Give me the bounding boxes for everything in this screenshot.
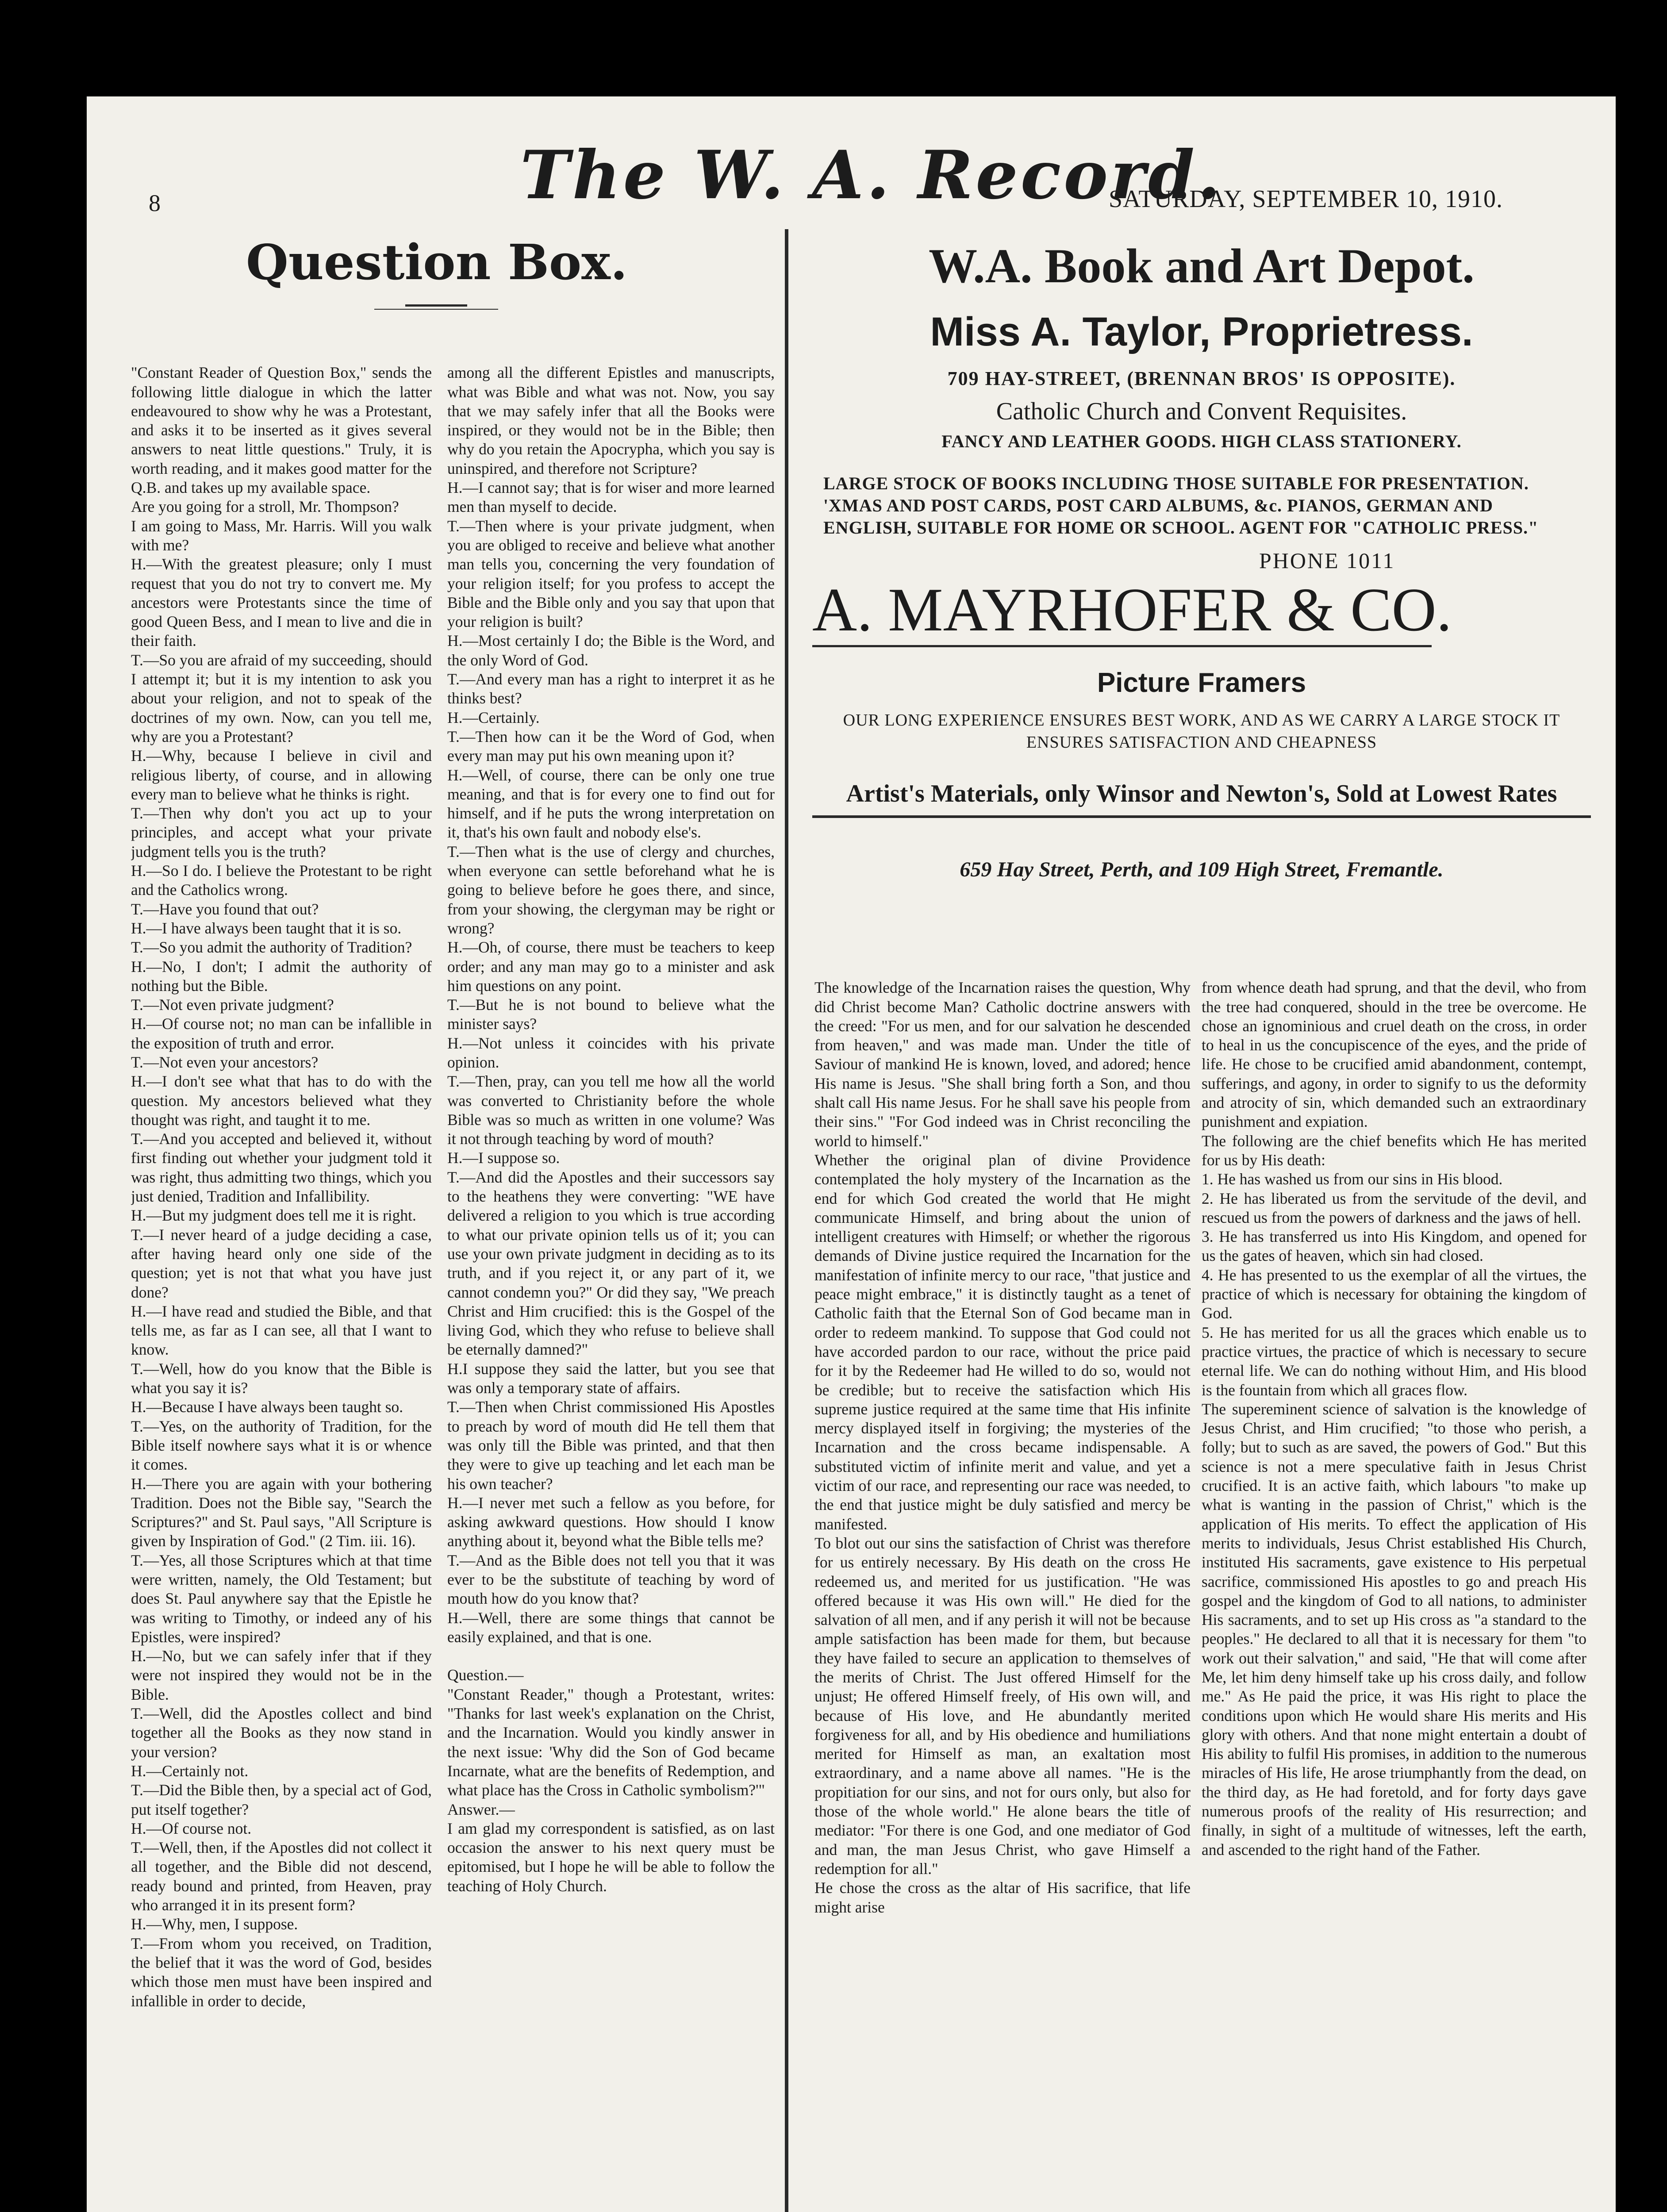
firm-underline — [812, 645, 1432, 647]
masthead: The W. A. Record. — [520, 136, 1223, 214]
depot-address: 709 HAY-STREET, (BRENNAN BROS' IS OPPOSITE). — [947, 368, 1456, 389]
column-text: among all the different Epistles and manuscripts, what was Bible and what was not. Now, you say that we may safely infer that all the Books were inspired, or they would not be in the Bible; then why do you retain the Apocrypha, which you say is uninspired, and therefore not Scripture? H.—I cannot say; that is for wiser and more learned men than myself to decide. T.—Then where is your private judgment, when you are obliged to receive and believe what another man tells you, concerning the very foundation of your religion itself; for you profess to accept the Bible and the Bible only and you say that upon that your religion is built? H.—Most certainly I do; the Bible is the Word, and the only Word of God. T.—And every man has a right to interpret it as he thinks best? H.—Certainly. T.—Then how can it be the Word of God, when every man may put his own meaning upon it? H.—Well, of course, there can be only one true meaning, and that is for every one to find out for himself, and if he puts the wrong interpretation on it, that's his own fault and nobody else's. T.—Then what is the use of clergy and churches, when everyone can settle beforehand what he is going to believe before he goes there, and since, from your showing, the clergyman may be right or wrong? H.—Oh, of course, there must be teachers to keep order; and any man may go to a minister and ask him questions on any point. T.—But he is not bound to believe what the minister says? H.—Not unless it coincides with his private opinion. T.—Then, pray, can you tell me how all the world was converted to Christianity before the whole Bible was so much as written in one volume? Was it not through teaching by word of mouth? H.—I suppose so. T.—And did the Apostles and their successors say to the heathens they were converting: "WE have delivered a religion to you which is true according to what our private opinion tells us of it; you can use your own private judgment in deciding as to its truth, and if you reject it, or any part of it, we cannot condemn you?" Or did they say, "We preach Christ and Him crucified: this is the Gospel of the living God, which they who refuse to believe shall be eternally damned?" H.I suppose they said the latter, but you see that was only a temporary state of affairs. T.—Then when Christ commissioned His Apostles to preach by word of mouth did He tell them that was only till the Bible was printed, and that then they were to give up teaching and let each man be his own teacher? H.—I never met such a fellow as you before, for asking awkward questions. How should I know anything about it, beyond what the Bible tells me? T.—And as the Bible does not tell you that it was ever to be the substitute of teaching by word of mouth how do you know that? H.—Well, there are some things that cannot be easily explained, and that is one. Question.— "Constant Reader," though a Protestant, writes: "Thanks for last week's explanation on the Christ, and the Incarnation. Would you kindly answer in the next issue: 'Why did the Son of God became Incarnate, what are the benefits of Redemption, and what place has the Cross in Catholic symbolism?'" Answer.— I am glad my correspondent is satisfied, as on last occasion the answer to his next query must be epitomised, but I hope he will be able to follow the teaching of Holy Church. — [447, 364, 775, 1895]
page-number: 8 — [149, 190, 161, 216]
framer-address: 659 Hay Street, Perth, and 109 High Street, Fremantle. — [960, 858, 1444, 881]
newspaper-page — [87, 96, 1616, 2212]
church-requisites: Catholic Church and Convent Requisites. — [996, 398, 1407, 425]
column-text: from whence death had sprung, and that the devil, who from the tree had conquered, should in the tree be overcome. He chose an ignominious and cruel death on the cross, in order to heal in us the concupiscence of the eyes, and the pride of life. He chose to be crucified amid abandonment, contempt, sufferings, and agony, in order to signify to us the deformity and atrocity of sin, which demanded such an extraordinary punishment and expiation. The following are the chief benefits which He has merited for us by His death: 1. He has washed us from our sins in His blood. 2. He has liberated us from the servitude of the devil, and rescued us from the powers of darkness and the jaws of hell. 3. He has transferred us into His Kingdom, and opened for us the gates of heaven, which sin had closed. 4. He has presented to us the exemplar of all the virtues, the practice of which is necessary for obtaining the kingdom of God. 5. He has merited for us all the graces which enable us to practice virtues, the practice of which is necessary to secure eternal life. We can do nothing without Him, and His blood is the fountain from which all graces flow. The supereminent science of salvation is the knowledge of Jesus Christ, and Him crucified; "to those who perish, a folly; but to such as are saved, the powers of God." But this science is not a mere speculative faith in Jesus Christ crucified. It is an active faith, which labours "to make up what is wanting in the passion of Christ," which is the application of His merits. To effect the application of His merits to individuals, Jesus Christ established His Church, instituted His sacraments, gave existence to His perpetual sacrifice, commissioned His apostles to go and preach His gospel and the kingdom of God to all nations, to administer His sacraments, and to set up His cross as "a standard to the peoples." He declared to all that it is necessary for them "to work out their salvation," and said, "He that will come after Me, let him deny himself take up his cross daily, and follow me." As He paid the price, it was His right to place the conditions upon which He would share His merits and His glory with others. And that none might entertain a doubt of His ability to fulfil His promises, in addition to the numerous miracles of His life, He arose triumphantly from the dead, on the third day, as He had foretold, and for forty days gave numerous proofs of the reality of His resurrection; and finally, in sight of a multitude of witnesses, left the earth, and ascended to the right hand of the Father. — [1202, 979, 1586, 1859]
section-divider — [812, 815, 1591, 818]
column-text: The knowledge of the Incarnation raises the question, Why did Christ become Man? Catholic doctrine answers with the creed: "For us men, and for our salvation he descended from heaven," and was made man. Under the title of Saviour of mankind He is known, loved, and adored; hence His name is Jesus. "She shall bring forth a Son, and thou shalt call His name Jesus. For he shall save his people from their sins." "For God indeed was in Christ reconciling the world to himself." Whether the original plan of divine Providence contemplated the holy mystery of the Incarnation as the end for which God created the world that He might communicate Himself, and bring about the union of intelligent creatures with Himself; or whether the rigorous demands of Divine justice required the Incarnation for the manifestation of infinite mercy to our race, "that justice and peace might embrace," it is distinctly taught as a tenet of Catholic faith that the Eternal Son of God became man in order to redeem mankind. To suppose that God could not have accorded pardon to our race, without the price paid for it by the Redeemer had He willed to do so, would not be credible; but to receive the satisfaction which His supreme justice required at the same time that His infinite mercy displayed itself in forgiving; the mysteries of the Incarnation and the cross became indispensable. A substituted victim of infinite merit and value, and yet a victim of our race, and representing our race was needed, to the end that justice might be duly satisfied and mercy be manifested. To blot out our sins the satisfaction of Christ was therefore for us entirely necessary. By His death on the cross He redeemed us, and merited for us justification. "He was offered because it was His own will." He died for the salvation of all men, and if any perish it will not be because ample satisfaction has been made for them, but because they have failed to secure an application to themselves of the merits of Christ. The Just offered Himself for the unjust; He offered Himself freely, of His own will, and because of His love, and He abundantly merited forgiveness for all, and by His obedience and humiliations merited for Himself as man, an exaltation most extraordinary, and a name above all names. "He is the propitiation for our sins, and not for ours only, but also for those of the whole world." He alone bears the title of mediator: "For there is one God, and one mediator of God and man, the man Jesus Christ, who gave Himself a redemption for all." He chose the cross as the altar of His sacrifice, that life might arise — [814, 979, 1191, 1916]
depot-title: W.A. Book and Art Depot. — [929, 239, 1475, 293]
title-ornament-bar — [405, 304, 467, 307]
column-divider — [785, 229, 788, 2212]
answer-column-2 — [1202, 959, 1586, 2212]
issue-date: SATURDAY, SEPTEMBER 10, 1910. — [1109, 185, 1503, 213]
experience-text: OUR LONG EXPERIENCE ENSURES BEST WORK, AND AS WE CARRY A LARGE STOCK IT ENSURES SATISFACTION AND CHEAPNESS — [843, 711, 1560, 752]
question-box-column-2 — [447, 344, 775, 2212]
artist-materials: Artist's Materials, only Winsor and Newton's, Sold at Lowest Rates — [846, 780, 1557, 807]
question-box-column-1 — [131, 344, 432, 2212]
picture-framers: Picture Framers — [1097, 668, 1306, 698]
column-text: "Constant Reader of Question Box," sends the following little dialogue in which the latter endeavoured to show why he was a Protestant, and asks it to be inserted as it gives several answers to neat little questions." Truly, it is worth reading, and it makes good matter for the Q.B. and takes up my available space. Are you going for a stroll, Mr. Thompson? I am going to Mass, Mr. Harris. Will you walk with me? H.—With the greatest pleasure; only I must request that you do not try to convert me. My ancestors were Protestants since the time of good Queen Bess, and I mean to live and die in their faith. T.—So you are afraid of my succeeding, should I attempt it; but it is my intention to ask you about your religion, and not to speak of the doctrines of my own. Now, can you tell me, why are you a Protestant? H.—Why, because I believe in civil and religious liberty, of course, and in allowing every man to believe what he thinks is right. T.—Then why don't you act up to your principles, and accept what your private judgment tells you is the truth? H.—So I do. I believe the Protestant to be right and the Catholics wrong. T.—Have you found that out? H.—I have always been taught that it is so. T.—So you admit the authority of Tradition? H.—No, I don't; I admit the authority of nothing but the Bible. T.—Not even private judgment? H.—Of course not; no man can be infallible in the exposition of truth and error. T.—Not even your ancestors? H.—I don't see what that has to do with the question. My ancestors believed what they thought was right, and taught it to me. T.—And you accepted and believed it, without first finding out whether your judgment told it was right, thus admitting two things, which you just denied, Tradition and Infallibility. H.—But my judgment does tell me it is right. T.—I never heard of a judge deciding a case, after having heard only one side of the question; yet is not that what you have just done? H.—I have read and studied the Bible, and that tells me, as far as I can see, all that I want to know. T.—Well, how do you know that the Bible is what you say it is? H.—Because I have always been taught so. T.—Yes, on the authority of Tradition, for the Bible itself nowhere says what it is or whence it comes. H.—There you are again with your bothering Tradition. Does not the Bible say, "Search the Scriptures?" and St. Paul says, "All Scripture is given by Inspiration of God." (2 Tim. iii. 16). T.—Yes, all those Scriptures which at that time were written, namely, the Old Testament; but does St. Paul anywhere say that the Epistle he was writing to Timothy, or indeed any of his Epistles, were inspired? H.—No, but we can safely infer that if they were not inspired they would not be in the Bible. T.—Well, did the Apostles collect and bind together all the Books as they now stand in your version? H.—Certainly not. T.—Did the Bible then, by a special act of God, put itself together? H.—Of course not. T.—Well, then, if the Apostles did not collect it all together, and the Bible did not descend, ready bound and printed, from Heaven, pray who arranged it in its present form? H.—Why, men, I suppose. T.—From whom you received, on Tradition, the belief that it was the word of God, besides which those men must have been inspired and infallible in order to decide, — [131, 364, 432, 2010]
proprietress: Miss A. Taylor, Proprietress. — [930, 309, 1473, 354]
firm-name: A. MAYRHOFER & CO. — [812, 576, 1452, 644]
question-box-title: Question Box. — [246, 234, 628, 291]
title-ornament — [374, 309, 498, 310]
fancy-goods: FANCY AND LEATHER GOODS. HIGH CLASS STATIONERY. — [941, 431, 1462, 451]
large-stock: LARGE STOCK OF BOOKS INCLUDING THOSE SUITABLE FOR PRESENTATION. 'XMAS AND POST CARDS, POST CARD ALBUMS, &c. PIANOS, GERMAN AND ENGLISH, SUITABLE FOR HOME OR SCHOOL. AGENT FOR "CATHOLIC PRESS." — [823, 473, 1539, 538]
answer-column-1 — [814, 959, 1191, 2212]
phone-number: PHONE 1011 — [1259, 548, 1395, 573]
